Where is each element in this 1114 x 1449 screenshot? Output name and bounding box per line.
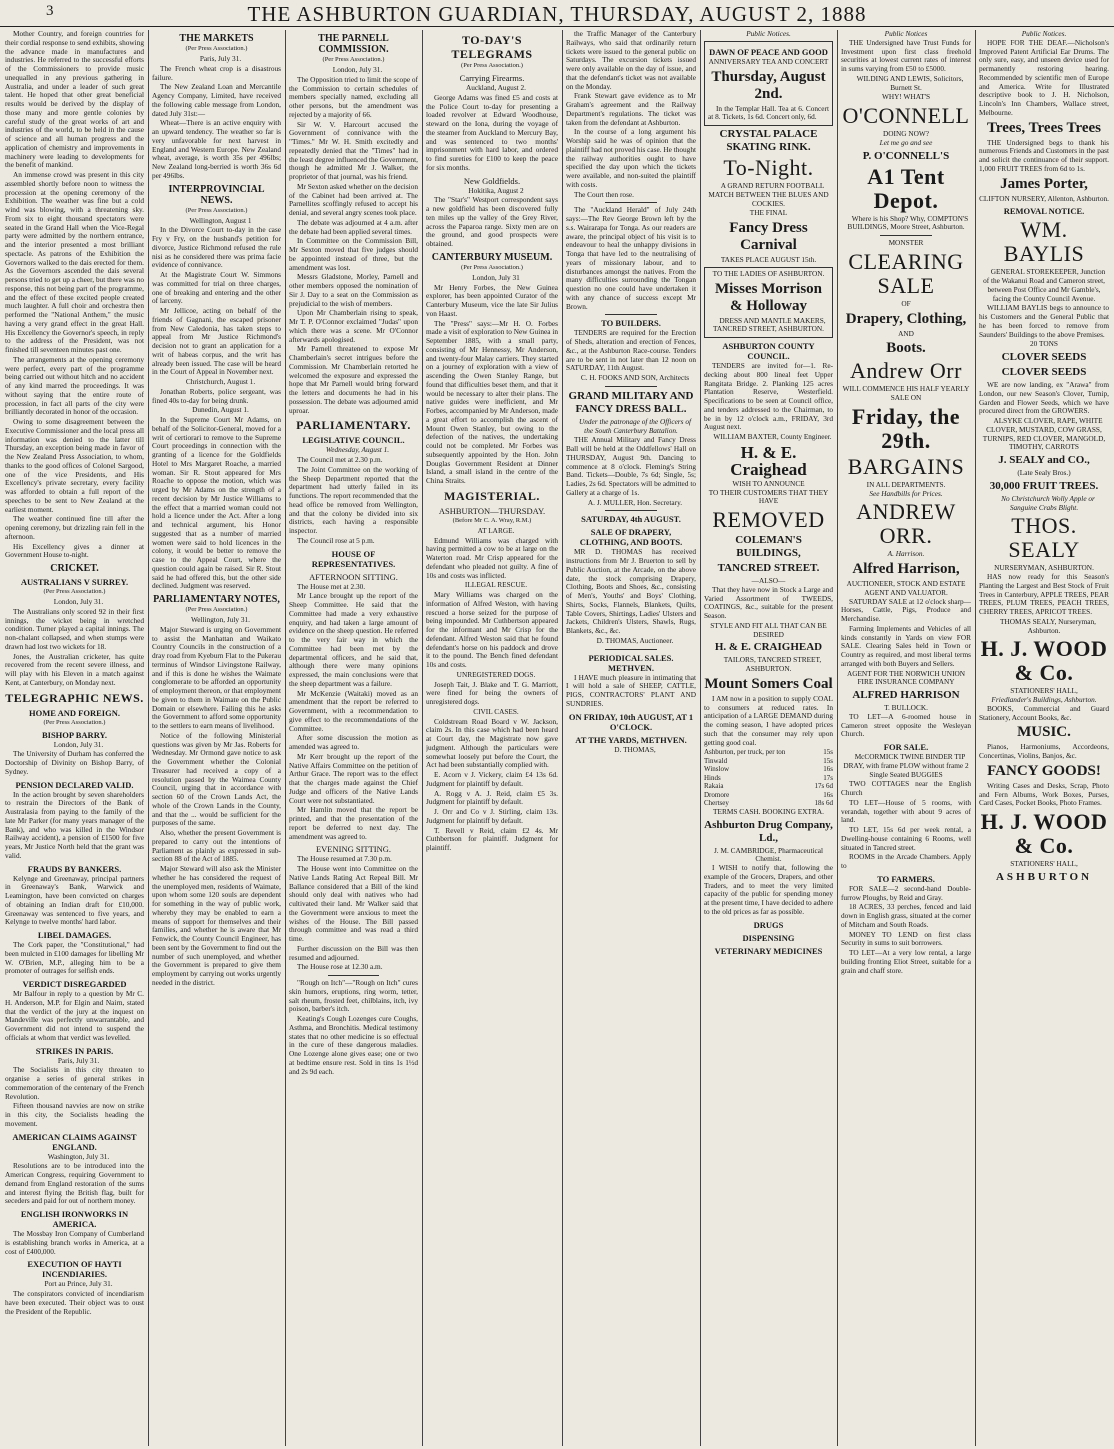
ad-heading: ASHBURTON	[995, 870, 1093, 883]
article-paragraph: T. Revell v Reid, claim £2 4s. Mr Cuthbertson for plaintiff. Judgment for plaintiff.	[426, 825, 558, 852]
advertiser-signature: THOMAS SEALY, Nurseryman, Ashburton.	[999, 616, 1097, 635]
dateline: Wellington, August 1	[189, 215, 252, 225]
ad-subheading: STATIONERS' HALL,	[1010, 686, 1078, 696]
advertisement	[704, 267, 833, 338]
masthead	[0, 0, 1114, 27]
article-paragraph: His Excellency gives a dinner at Government House to-night.	[5, 541, 144, 560]
advertiser-signature: WILLIAM BAXTER, County Engineer.	[713, 432, 832, 441]
article-paragraph: The French wheat crop is a disastrous failure.	[152, 63, 281, 82]
ad-subheading: NURSERYMAN, ASHBURTON.	[994, 563, 1094, 573]
column-8	[979, 30, 1109, 1446]
price-row: Hinds 17s	[704, 773, 833, 782]
case-heading: AT LARGE.	[477, 525, 515, 535]
advertisement-text: Where is his Shop? Why, COMPTON'S BUILDINGS, Moore Street, Ashburton.	[847, 213, 969, 232]
article-subheading: Carrying Firearms.	[459, 73, 525, 83]
ad-date: Thursday, August 2nd.	[711, 68, 826, 102]
advertisement-text: TENDERS are invited for—1. Re-decking about 800 lineal feet Upper Rangitata Bridge. 2. Planking 125 acres Plantation Reserve, Westerfield. Specifications to be seen at Council office, and tenders addressed to the Chairman, to be in by 12 o'clock a.m., FRIDAY, 3rd August next.	[704, 361, 833, 432]
press-association-credit: (Per Press Association.)	[185, 606, 248, 613]
column-rule	[148, 30, 149, 1446]
column-1	[5, 30, 144, 1446]
article-paragraph: Kelynge and Greenaway, principal partners in Greenaway's Bank, Warwick and Leamington, have been convicted on charges of obtaining an Indian draft for £10,000. Greenaway was sentenced to five years, and Kelynge to twelve months' hard labor.	[5, 873, 144, 927]
ad-subheading: OF	[901, 298, 911, 308]
ad-subheading: Friedlander's Buildings, Ashburton.	[991, 695, 1097, 704]
advertisement-text: TO LET, 15s 6d per week rental, a Dwelling-house containing 6 Rooms, well situated in Tancred street.	[841, 825, 971, 852]
ad-heading: ALFRED HARRISON	[852, 689, 960, 701]
ad-subheading: CLIFTON NURSERY, Allenton, Ashburton.	[979, 193, 1109, 203]
advertisement-text: Pianos, Harmoniums, Accordeons, Concertinas, Violins, Banjos, &c.	[979, 742, 1109, 760]
article-paragraph: At the Magistrate Court W. Simmons was committed for trial on three charges, one of breaking and entering and the other of larceny.	[152, 270, 281, 306]
article-paragraph: The Cork paper, the "Constitutional," had been mulcted in £100 damages for libelling Mr W. O'Brien, M.P., alleging him to be a promoter of outrages for selfish ends.	[5, 940, 144, 976]
advertisement-text: TO LET—A 6-roomed house in Cameron street opposite the Wesleyan Church.	[841, 711, 971, 739]
column-5	[566, 30, 696, 1446]
advertisement-text: Writing Cases and Desks, Scrap, Photo and Fern Albums, Work Boxes, Purses, Card Cases, Pocket Books, Photo Frames.	[979, 780, 1109, 808]
ad-heading: CLOVER SEEDS	[1001, 366, 1087, 378]
ad-heading: PERIODICAL SALES. METHVEN.	[588, 652, 674, 673]
article-paragraph: J. Orr and Co v J. Stirling, claim 13s. Judgment for plaintiff by default.	[426, 807, 558, 825]
ad-subheading: STATIONERS' HALL,	[1010, 859, 1078, 868]
ad-heading: REMOVED	[712, 507, 825, 532]
advertisement-text: TO LET—House of 5 rooms, with verandah, together with about 9 acres of land.	[841, 797, 971, 825]
ad-heading: SALE OF DRAPERY, CLOTHING, AND BOOTS.	[579, 527, 683, 548]
advertiser-signature: D. THOMAS,	[614, 744, 656, 754]
article-paragraph: Messrs Gladstone, Morley, Parnell and other members opposed the nomination of Sir J. Day to a seat on the Commission as prejudicial to the wish of members.	[289, 272, 418, 308]
ad-heading: DAWN OF PEACE AND GOOD	[709, 46, 828, 57]
article-subheading: PENSION DECLARED VALID.	[15, 779, 134, 790]
ad-subheading: DISPENSING	[742, 932, 795, 943]
article-paragraph: The Court then rose.	[574, 189, 634, 199]
article-paragraph: The Australians only scored 92 in their first innings, the wicket being in wretched condition. Turner played a capital innings. The non-chalant collapsed, and when stumps were drawn had lost two wickets for 18.	[5, 606, 144, 651]
section-heading: CANTERBURY MUSEUM.	[431, 251, 553, 263]
article-paragraph: Major Steward will also ask the Minister whether he has considered the request of the unemployed men, residents of Waimate, upon whom some 120 souls are dependent for something in the way of public work, whereby they may be enabled to earn a means of support for themselves and their families, and whether he is aware that Mr Fenwick, the County Council Engineer, has been sent by the Government to find out the number of such unemployed, and whether the Government is prepared to give them employment by carrying out works urgently needed in the district.	[152, 864, 281, 987]
ad-heading: MUSIC.	[1017, 724, 1071, 741]
advertisement-text: WE are now landing, ex "Arawa" from London, our new Season's Clover, Turnip, Garden and Flower Seeds, which we have procured direct from the GROWERS.	[979, 380, 1109, 416]
advertiser-signature: C. H. FOOKS AND SON, Architects	[580, 373, 690, 382]
price-row: Ashburton, per truck, per ton 15s	[704, 748, 833, 757]
ad-heading: O'CONNELL	[842, 103, 970, 128]
advertisement-text: THE Undersigned have Trust Funds for Investment upon first class freehold securities at lowest current rates of interest in sums varying from £50 to £5000.	[841, 37, 971, 73]
advertiser-signature: D. THOMAS, Auctioneer.	[596, 635, 674, 645]
ad-heading: H. & E. Craighead	[730, 442, 807, 479]
article-paragraph: Mr Parnell threatened to expose Mr Chamberlain's secret intrigues before the Commission. Mr Chamberlain retorted he welcomed the exposure and expressed the hope that Mr Parnell would bring forward the letters and documents he had in his possession. The debate was adjourned amid uproar.	[289, 344, 418, 415]
article-paragraph: Mr Balfour in reply to a question by Mr C. H. Anderson, M.P. for Elgin and Nairn, stated that the verdict of the jury at the inquest on Mandeville was perfectly unwarrantable, and Government did not intend to suspend the officials at whom that verdict was levelled.	[5, 989, 144, 1042]
advertisement-text: No Christchurch Wolly Apple or Sanguine Crabs Blight.	[1001, 493, 1095, 512]
advertisement-text: TENDERS are required for the Erection of Sheds, alteration and erection of Fences, &c., at the Ashburton Race-course. Tenders are to be sent in not later than 12 noon on SATURDAY, 11th August.	[566, 328, 696, 373]
article-paragraph: An immense crowd was present in this city assembled shortly before noon to witness the procession at the opening ceremony of the Exhibition. The weather was fine but a cold wind was blowing, with a threatening sky. From six to eight thousand spectators were seated in the Grand Hall when the Vice-Regal party were admitted by the northern entrance, and the interior presented a most brilliant spectacle. As patrons of the Exhibition the Governors walked to the dais erected for them. As the Governors ascended the dais several persons tried to get up a cheer, but there was no response, this not being part of the programme, and the effect of these excited people created much laughter. A full choir and orchestra then performed the "National Anthem," the music having a very grand effect in the great Hall. His Excellency the Governor's speech, in reply to the address of the President, was not finished till seventeen minutes past one.	[5, 170, 144, 354]
advertiser-signature: WILDING AND LEWIS, Solicitors, Burnett St.	[856, 73, 964, 92]
article-paragraph: Sir W. V. Harcourt accused the Government of connivance with the "Times." Mr W. H. Smith excitedly and repeatedly denied that the "Times" had in the least degree influenced the Government, though he admitted Mr J. Walker, the proprietor of that journal, was his friend.	[289, 119, 418, 181]
divider	[605, 649, 657, 650]
dateline: Paris, July 31.	[199, 54, 242, 63]
ad-heading: ASHBURTON COUNTY COUNCIL.	[722, 341, 815, 361]
ad-subheading: MONSTER	[888, 238, 924, 247]
article-paragraph: The House went into Committee on the Native Lands Rating Act Repeal Bill. Mr Ballance considered that a Bill of the kind should only deal with natives who had cultivated their land. Mr Walker said that the Government were anxious to meet the wishes of the House. The Bill passed through committee and was read a third time.	[289, 864, 418, 943]
article-subheading: VERDICT DISREGARDED	[22, 979, 127, 989]
press-association-credit: (Per Press Association.)	[185, 45, 248, 52]
column-rule	[975, 30, 976, 1446]
ad-subheading: A. Harrison.	[887, 549, 925, 559]
article-paragraph: Mr Lance brought up the report of the Sheep Committee. He said that the Committee had made a very exhaustive enquiry, and had taken a large amount of evidence on the sheep question. He referred to the very fair way in which the Committee had been met by the departmental officers, and he said that, although there were many opinions expressed, the main conclusions were that the sheep department was a failure.	[289, 591, 418, 688]
ad-subheading: ANNIVERSARY TEA AND CONCERT	[708, 56, 829, 66]
ad-subheading: WISH TO ANNOUNCE	[732, 478, 805, 488]
article-paragraph: Wheat—There is an active enquiry with an upward tendency. The weather so far is very unfavorable for next harvest in England and Western Europe. New Zealand wheat, average, is worth 35s per 496lbs; New Zealand long-berried is worth 36s 6d per 496lbs.	[152, 118, 281, 180]
page-number: 3	[46, 3, 54, 19]
article-paragraph: Mr Henry Forbes, the New Guinea explorer, has been appointed Curator of the Canterbury Museum, vice the late Sir Julius von Haast.	[426, 282, 558, 318]
ad-heading: Boots.	[886, 340, 926, 357]
article-paragraph: George Adams was fined £5 and costs at the Police Court to-day for presenting a loaded revolver at Edward Woodhouse, steward on the Iona, during the voyage of the steamer from Auckland to Mercury Bay, and was sentenced to two months' imprisonment with hard labor, and ordered to find sureties for £100 to keep the peace for six months.	[426, 92, 558, 172]
ad-subheading: Let me go and see	[879, 137, 933, 147]
article-paragraph: The "Press" says:—Mr H. O. Forbes made a visit of exploration to New Guinea in September 1885, with a small party, consisting of Mr Hennessy, Mr Anderson, and twenty-four Malay carriers. They started on a journey of exploration with a view of ascending the Owen Stanley Range, but found that difficulties beset them, and that it would be necessary to alter their plans. The native guides were inefficient, and Mr Forbes, accompanied by Mr Anderson, made a great effort to accomplish the ascent of Mount Owen Stanley, but owing to the defection of the natives, the undertaking could not be completed. Mr Forbes was subsequently appointed by the Hon. John Douglas Government Resident at Dinner Island, a small island in the centre of the China Straits.	[426, 318, 558, 485]
article-paragraph: Jones, the Australian cricketer, has quite recovered from the recent severe illness, and will play with his Eleven in a match against Kent, at Canterbury, on Monday next.	[5, 651, 144, 687]
advertisement-text: TO LET—At a very low rental, a large building fronting Eliot Street, suitable for a grain and chaff store.	[841, 948, 971, 975]
ad-date: TAKES PLACE AUGUST 15th.	[720, 255, 817, 264]
article-paragraph: Mr Jellicoe, acting on behalf of the friends of Gagnani, the escaped prisoner from New Caledonia, has taken steps to appeal from Mr Justice Richmond's decision not to grant an application for a writ of habeas corpus, and the writ has already been issued. The case will be heard in the Court of Appeal in November next.	[152, 306, 281, 377]
advertisement-text: GENERAL STOREKEEPER, Junction of the Wakanui Road and Cameron street, between Post Office and Mr Gamble's, facing the County Council Avenue.	[983, 267, 1106, 303]
ad-subheading: AUCTIONEER, STOCK AND ESTATE AGENT AND VALUATOR.	[846, 579, 966, 597]
ad-heading: Andrew Orr	[850, 358, 962, 384]
case-heading: CIVIL CASES.	[473, 706, 519, 716]
dateline: Auckland, August 2.	[466, 83, 526, 92]
ad-place: AT THE YARDS, METHVEN.	[575, 734, 687, 745]
ad-subheading: AGENT FOR THE NORWICH UNION FIRE INSURANCE COMPANY	[846, 668, 966, 687]
article-paragraph: Upon Mr Chamberlain rising to speak, Mr T. P. O'Connor exclaimed "Judas" upon which there was a scene. Mr O'Connor afterwards apologised.	[289, 308, 418, 344]
ad-subheading: IN ALL DEPARTMENTS.	[866, 479, 946, 489]
advertisement-text: I AM now in a position to supply COAL to consumers at reduced rates. In anticipation of a LARGE DEMAND during the coming season, I have adopted prices such that the consumer may rely upon getting good coal.	[704, 693, 833, 747]
dateline: Port au Prince, July 31.	[44, 1279, 113, 1289]
advertisement-text: TWO COTTAGES near the English Church	[841, 779, 971, 797]
section-heading: TO-DAY'S TELEGRAMS	[451, 33, 533, 61]
ad-heading: GRAND MILITARY AND FANCY DRESS BALL.	[568, 389, 694, 415]
article-paragraph: After some discussion the motion as amended was agreed to.	[289, 733, 418, 751]
article-paragraph: Coldstream Road Board v W. Jackson, claim 2s. In this case which had been heard at Court day, the Magistrate now gave judgment. Although the particulars were somewhat loosely put before the Court, the Act had been substantially complied with.	[426, 716, 558, 770]
ad-subheading: See Handbills for Prices.	[869, 488, 943, 498]
article-subheading: BISHOP BARRY.	[41, 729, 108, 740]
article-paragraph: Mr McKenzie (Waitaki) moved as an amendment that the report be referred to Government, with a recommendation to give effect to the recommendations of the Committee.	[289, 688, 418, 733]
ad-heading: FANCY GOODS!	[987, 762, 1101, 779]
advertisement-text: ALSYKE CLOVER, RAPE, WHITE CLOVER, MUSTARD, COW GRASS, TURNIPS, RED CLOVER, MANGOLD, TIMOTHY, CARROTS	[982, 416, 1106, 452]
advertisement-text: I WISH to notify that, following the example of the Grocers, Drapers, and other Traders, and to meet the very limited capacity of the public for spending money at the present time, I have decided to adhere to the old prices as far as possible.	[704, 863, 833, 916]
column-6	[704, 30, 833, 1446]
article-paragraph: In Committee on the Commission Bill, Mr Sexton moved that five judges should be appointed instead of three, but the amendment was lost.	[289, 236, 418, 272]
ad-subheading: STYLE AND FIT ALL THAT CAN BE DESIRED	[710, 620, 827, 639]
ad-subheading: REMOVAL NOTICE.	[1003, 206, 1085, 217]
article-paragraph: The "Star's" Westport correspondent says a new goldfield has been discovered fully ten miles up the valley of the Grey River, across the Paparoa range. Sixty men are on the ground, and good prospects were obtained.	[426, 195, 558, 248]
column-7	[841, 30, 971, 1446]
divider	[605, 386, 657, 387]
ad-subheading: TO FARMERS.	[877, 873, 935, 884]
article-paragraph: The conspirators convicted of incendiarism have been executed. Their object was to oust the President of the Republic.	[5, 1289, 144, 1316]
article-paragraph: Joseph Tait, J. Blake and T. G. Marriott, were fined for being the owners of unregistered dogs.	[426, 679, 558, 706]
advertisement-text: WILLIAM BAYLIS begs to announce to his Customers and the General Public that he has been forced to remove from Saunders' Buildings to the above Premises.	[979, 303, 1109, 339]
divider	[880, 235, 932, 236]
ad-heading: THOS. SEALY	[1008, 513, 1080, 563]
article-subheading: EVENING SITTING.	[315, 844, 392, 855]
advertisement-text: MR D. THOMAS has received instructions from Mr J. Bruerton to sell by Public Auction, at the Arcade, on the above date, the stock comprising Drapery, Clothing, Boots and Shoes, &c., consisting of Men's, Youths' and Boys' Clothing, Shirts, Socks, Flannels, Blankets, Quilts, Table Covers, Shirtings, Ladies' Ulsters and Jackets, Children's Ulsters, Shawls, Rugs, Blankets, &c., &c.	[566, 547, 696, 635]
section-label: Public Notices.	[746, 30, 791, 38]
article-paragraph: Further discussion on the Bill was then resumed and adjourned.	[289, 943, 418, 962]
ad-heading: A1 Tent Depot.	[867, 163, 945, 213]
newspaper-title: THE ASHBURTON GUARDIAN, THURSDAY, AUGUST 2, 1888	[247, 2, 867, 26]
advertisement-text: 18 ACRES, 33 perches, fenced and laid down in English grass, situated at the corner of Mitcham and South Roads.	[841, 902, 971, 929]
ad-heading: Fancy Dress Carnival	[729, 220, 808, 253]
section-heading: TELEGRAPHIC NEWS.	[5, 690, 144, 705]
ad-subheading: WILL COMMENCE HIS HALF YEARLY SALE ON	[842, 384, 970, 402]
ad-heading: CLEARING SALE	[848, 248, 964, 298]
article-paragraph: Notice of the following Ministerial questions was given by Mr Jas. Roberts for Wednesday. Mr Ormond gave notice to ask the Government whether the Colonial Treasurer had received a copy of a resolution passed by the Waimea County Council, urging that in accordance with section 60 of the Crown Lands Act, the whole of the Crown Lands in the County, and that the ... would be sufficient for the purposes of the same.	[152, 730, 281, 828]
advertisement-text: Keating's Cough Lozenges cure Coughs, Asthma, and Bronchitis. Medical testimony states that no other medicine is so effectual in the cure of these dangerous maladies. One Lozenge alone gives ease; one or two at bedtime ensure rest. Sold in tins 1s 1½d and 2s 9d each.	[289, 1014, 418, 1076]
column-2	[152, 30, 281, 1446]
article-paragraph: Resolutions are to be introduced into the American Congress, requiring Government to demand from England restoration of the sums and interest flying the British flag, built for seceders and paid for out of northern money.	[5, 1161, 144, 1206]
article-paragraph: The Joint Committee on the working of the Sheep Department reported that the department had utterly failed in its functions. The report recommended that the head office be removed from Wellington, and that the colony be divided into six districts, each having a responsible inspector.	[289, 464, 418, 535]
ad-heading: ANDREW ORR.	[856, 499, 956, 549]
article-paragraph: The Opposition tried to limit the scope of the Commission to certain schedules of members specially named, excluding all other persons, but the amendment was rejected by a majority of 66.	[289, 74, 418, 119]
advertisement-text: ROOMS in the Arcade Chambers. Apply to	[841, 852, 971, 870]
section-label: Public Notices	[884, 30, 928, 38]
ad-subheading: DRUGS	[753, 919, 784, 930]
article-paragraph: Major Steward is urging on Government to assist the Manhattan and Waikato Country Councils in the construction of a dray road from Kyeburn Flat to the Pukerau terminus of Windsor Livingstone Railway, and if this is done he wishes the Waimate conglomerate to be afforded an opportunity of employment thereon, or that employment be given to them in Waimate on the Public Domain or elsewhere. Failing this he asks the Government to afford some opportunity to the settlers to earn means of livelihood.	[152, 624, 281, 730]
article-paragraph: In the course of a long argument his Worship said he was of opinion that the plaintiff had not proved his case. He thought the railway authorities ought to have specified the day upon which the tickets were available, and non-suited the plaintiff with costs.	[566, 127, 696, 189]
article-paragraph: A. Rogg v A. J. Reid, claim £5 3s. Judgment for plaintiff by default.	[426, 788, 558, 807]
article-subheading: ENGLISH IRONWORKS IN AMERICA.	[20, 1209, 129, 1229]
ad-heading: SATURDAY, 4th AUGUST.	[581, 514, 681, 525]
ad-heading: Misses Morrison & Holloway	[714, 280, 823, 314]
dateline: Hokitika, August 2	[468, 185, 524, 195]
article-paragraph: The Socialists in this city threaten to organise a series of general strikes in commemoration of the centenary of the French Revolution.	[5, 1065, 144, 1101]
article-paragraph: The New Zealand Loan and Mercantile Agency Company, Limited, have received the following cable message from London, dated July 31st:—	[152, 82, 281, 118]
ad-date: ON FRIDAY, 10th AUGUST, AT 1 O'CLOCK.	[568, 711, 694, 732]
column-4	[426, 30, 558, 1446]
article-paragraph: The weather continued fine till after the opening ceremony, but drizzling rain fell in the afternoon.	[5, 514, 144, 541]
advertisement-text: In the Templar Hall. Tea at 6. Concert at 8. Tickets, 1s 6d. Concert only, 6d.	[708, 103, 829, 122]
article-paragraph: Frank Stewart gave evidence as to Mr Graham's agreement and the Railway Department's regulations. The ticket was taken from the defendant at Ashburton.	[566, 91, 696, 127]
article-paragraph: In the Divorce Court to-day in the case Fry v Fry, on the husband's petition for divorce, Justice Richmond refused the rule nisi as he considered there was prima facie evidence of connivance.	[152, 225, 281, 270]
divider	[605, 202, 657, 203]
ad-heading: P. O'CONNELL'S	[862, 149, 950, 162]
ad-subheading: VETERINARY MEDICINES	[714, 945, 823, 956]
dateline: Wellington, July 31.	[190, 615, 250, 624]
column-rule	[422, 30, 423, 1446]
ad-heading: Friday, the 29th.	[851, 403, 961, 453]
article-paragraph: Jonathan Roberts, police sergeant, was fined 40s to-day for being drunk.	[152, 386, 281, 405]
article-paragraph: The Mossbay Iron Company of Cumberland is establishing branch works in America, at a cost of £400,000.	[5, 1229, 144, 1256]
ad-heading: TANCRED STREET.	[717, 562, 820, 574]
ad-subheading: 20 TONS	[1030, 339, 1058, 349]
article-subheading: FRAUDS BY BANKERS.	[27, 863, 122, 874]
ad-heading: Mount Somers Coal	[704, 675, 833, 692]
divider	[605, 510, 657, 511]
section-heading: PARLIAMENTARY NOTES,	[153, 594, 280, 605]
advertisement-text: I HAVE much pleasure in intimating that I will hold a sale of SHEEP, CATTLE, PIGS, CONTRACTORS' PLANT AND SUNDRIES.	[566, 672, 696, 708]
dateline: London, July 31.	[332, 65, 383, 74]
press-association-credit: (Per Press Association.)	[461, 263, 523, 271]
advertisement-text: FOR SALE—2 second-hand Double-furrow Ploughs, by Reid and Gray.	[841, 883, 971, 902]
advertisement-text: TAILORS, TANCRED STREET, ASHBURTON.	[723, 655, 822, 673]
dateline: London, July 31	[472, 272, 520, 282]
advertisement-text: THE Undersigned begs to thank his numerous Friends and Customers in the past and solicit the continuance of their support. 1,000 FRUIT TREES from 6d to 1s.	[979, 137, 1109, 173]
article-paragraph: The "Auckland Herald" of July 24th says:—The Rev George Brown left by the s.s. Wairarapa for Tonga. As our readers are aware, the principal object of his visit is to endeavour to heal the unhappy divisions in Tonga that have led to the neutralising of years of missionary labour, and to disturbances amongst the natives. From the many difficulties surrounding the Tongan question no one could have undertaken it with any chance of success except Mr Brown.	[566, 205, 696, 311]
ad-heading: Trees, Trees Trees	[986, 119, 1101, 136]
article-subheading: EXECUTION OF HAYTI INCENDIARIES.	[27, 1259, 122, 1280]
ad-heading: To-Night.	[723, 155, 814, 180]
ad-heading: CLOVER SEEDS	[1001, 351, 1087, 363]
ad-heading: WM. BAYLIS	[1003, 217, 1085, 267]
ad-subheading: TO THEIR CUSTOMERS THAT THEY HAVE	[708, 487, 829, 506]
advertisement-text: McCORMICK TWINE BINDER TIP DRAY, with frame PLOW without frame 2 Single Seated BUGGIES	[843, 752, 969, 779]
ad-heading: TO BUILDERS.	[601, 318, 661, 329]
ad-subheading: WHY! WHAT'S	[882, 92, 930, 102]
article-paragraph: the Traffic Manager of the Canterbury Railways, who said that ordinarily return tickets were issued to the general public on Saturdays. The excursion tickets issued were only available on the day of issue, and that the defendant's ticket was not available on the Monday.	[566, 30, 696, 91]
advertisement-text: BOOKS, Commercial and Guard Stationery, Account Books, &c.	[979, 703, 1109, 722]
dateline: Dunedin, August 1.	[192, 405, 249, 415]
advertisement-text: DRESS AND MANTLE MAKERS, TANCRED STREET, ASHBURTON.	[712, 315, 826, 334]
article-paragraph: The Council rose at 5 p.m.	[297, 535, 375, 545]
advertisement-text: SATURDAY SALE at 12 o'clock sharp—Horses, Cattle, Pigs, Produce and Merchandise.	[841, 596, 971, 623]
ad-subheading: (Late Sealy Bros.)	[1017, 468, 1071, 477]
press-association-credit: (Per Press Association.)	[43, 718, 106, 726]
price-row: Winslow 16s	[704, 765, 833, 774]
ad-heading: H. J. WOOD & Co.	[980, 636, 1108, 686]
article-paragraph: The House rose at 12.30 a.m.	[297, 962, 383, 972]
article-subheading: New Goldfields.	[463, 175, 521, 186]
divider	[328, 975, 380, 976]
ad-subheading: TERMS CASH. BOOKING EXTRA.	[713, 806, 824, 816]
article-subheading: HOUSE OF REPRESENTATIVES.	[311, 548, 396, 569]
article-paragraph: The debate was adjourned at 4 a.m. after the debate had been applied several times.	[289, 217, 418, 236]
advertisement-text: THE Annual Military and Fancy Dress Ball will be held at the Oddfellows' Hall on THURSDAY, August 9th. Dancing to commence at 8 o'clock. Fleming's String Band. Tickets—Double, 7s 6d; Single, 5s; Ladies, 2s 6d. Spectators will be admitted to Gallery at a charge of 1s.	[566, 435, 696, 497]
section-heading: INTERPROVINCIAL NEWS.	[168, 183, 265, 206]
section-label: Public Notices.	[1021, 30, 1067, 38]
ad-subheading: FOR SALE.	[883, 742, 929, 752]
advertiser-signature: T. BULLOCK.	[884, 703, 928, 712]
price-row: Rakaia 17s 6d	[704, 782, 833, 791]
ad-heading: Drapery, Clothing,	[845, 310, 967, 327]
ad-subheading: TO THE LADIES OF ASHBURTON.	[712, 268, 825, 278]
ad-heading: Alfred Harrison,	[852, 561, 960, 577]
article-paragraph: The House met at 2.30.	[297, 581, 366, 591]
advertisement-text: "Rough on Itch"—"Rough on Itch" cures skin humors, eruptions, ring worm, tetter, salt rheum, frosted feet, chilblains, itch, ivy poison, barber's itch.	[289, 978, 418, 1014]
ad-heading: J. SEALY and CO.,	[998, 454, 1090, 466]
case-heading: ILLEGAL RESCUE.	[464, 580, 528, 590]
advertisement-text: That they have now in Stock a Large and Varied Assortment of TWEEDS, COATINGS, &c., suitable for the present Season.	[704, 584, 833, 620]
price-row: Dromore 16s	[704, 790, 833, 799]
article-paragraph: E. Acorn v J. Vickery, claim £4 13s 6d. Judgment for plaintiff by default.	[426, 770, 558, 788]
article-paragraph: In the Supreme Court Mr Adams, on behalf of the Solicitor-General, moved for a writ of certiorari to remove to the Supreme Court proceedings in connection with the granting of a licence for the Goldfields Hotel to Mrs Margaret Roache, a married woman. Sir R. Stout appeared for Mrs Roache to oppose the motion, which was urged by Mr Adams on the strength of a recent decision by Mr Justice Williams to the effect that a married woman could not hold a licence under the Act. After a long and technical argument, his Honor suggested that as a number of married women were said to hold licences in the colony, it would be better to remove the case to the Appeal Court, where the question could again be raised. Sir R. Stout said he had offered this, but the other side declined. Judgment was reserved.	[152, 415, 281, 591]
ad-heading: BARGAINS	[847, 453, 965, 479]
article-subheading: AMERICAN CLAIMS AGAINST ENGLAND.	[12, 1131, 137, 1152]
article-subheading: HOME AND FOREIGN.	[29, 707, 120, 718]
article-subheading: AFTERNOON SITTING.	[309, 571, 398, 582]
column-rule	[562, 30, 563, 1446]
section-heading: THE PARNELL COMMISSION.	[318, 33, 389, 55]
article-subheading: LEGISLATIVE COUNCIL.	[302, 435, 405, 446]
article-paragraph: Mr Kerr brought up the report of the Native Affairs Committee on the petition of Arthur Grace. The report was to the effect that the charges made against the Chief Judge and officers of the Native Lands Court were not substantiated.	[289, 751, 418, 805]
article-paragraph: Mary Williams was charged on the information of Alfred Weston, with having rescued a horse seized for the purpose of being impounded. Mr Cuthbertson appeared for the informant and Mr Crisp for the defendant. Alfred Weston said that he found defendant's horse on his paddock and drove it to the pound. The Bench fined defendant 10s and costs.	[426, 590, 558, 669]
article-paragraph: Edmund Williams was charged with having permitted a cow to be at large on the Waterton road. Mr Crisp appeared for the defendant who pleaded not guilty. A fine of 10s and costs was inflicted.	[426, 535, 558, 580]
advertisement-text: A GRAND RETURN FOOTBALL MATCH BETWEEN THE BLUES AND COCKIES.	[708, 181, 829, 208]
article-subheading: STRIKES IN PARIS.	[35, 1045, 114, 1056]
article-paragraph: In the action brought by seven shareholders to restrain the Directors of the Bank of Australasia from paying to the family of the late Mr Parker (for many years manager of the Bank), and who was killed in the Windsor Railway accident), a pension of £1500 for five years, Mr Justice North held that the grant was valid.	[5, 789, 144, 860]
article-subheading: LIBEL DAMAGES.	[37, 930, 112, 940]
dateline: Washington, July 31.	[47, 1151, 110, 1161]
ad-heading: James Porter,	[1000, 175, 1088, 192]
column-rule	[285, 30, 286, 1446]
ad-heading: COLEMAN'S BUILDINGS,	[735, 534, 802, 559]
divider	[605, 314, 657, 315]
ad-subheading: —ALSO—	[751, 576, 786, 585]
article-paragraph: The Council met at 2.30 p.m.	[297, 455, 383, 464]
ad-heading: H. J. WOOD & Co.	[980, 809, 1108, 858]
column-rule	[700, 30, 701, 1446]
advertisement-text: MONEY TO LEND on first class Security in sums to suit borrowers.	[841, 929, 971, 948]
magistrate-credit: (Before Mr C. A. Wray, R.M.)	[452, 516, 532, 524]
section-heading: CRICKET.	[50, 563, 99, 574]
advertisement	[704, 41, 833, 126]
dateline: Wednesday, August 1.	[325, 445, 390, 455]
advertisement-text: HOPE FOR THE DEAF.—Nicholson's Improved Patent Artificial Ear Drums. The only sure, easy, and unseen device used for permanently restoring hearing. Recommended by scientific men of Europe and America. Write for Illustrated descriptive book to J. H. Nicholson, Lincoln's Inn Chambers, Wallace street, Melbourne.	[979, 37, 1109, 117]
article-paragraph: Fifteen thousand navvies are now on strike in this city, the Socialists heading the movement.	[5, 1101, 144, 1128]
article-paragraph: Owing to some disagreement between the Executive Commissioner and the local press all information was denied to the latter till Thursday, an exception being made in favor of the New Zealand Press Association, to whom, thanks to the good offices of Colonel Sargood, one of the vice Presidents, and His Excellency's private secretary, every facility was afforded to obtain a full report of the speeches to be sent to New Zealand at the earliest moment.	[5, 417, 144, 514]
ad-heading: 30,000 FRUIT TREES.	[989, 479, 1099, 492]
dateline: Christchurch, August 1.	[185, 377, 256, 386]
ad-subheading: J. M. CAMBRIDGE, Pharmaceutical Chemist.	[713, 845, 824, 864]
advertiser-signature: A. J. MULLER, Hon. Secretary.	[587, 497, 683, 507]
press-association-credit: (Per Press Association.)	[461, 62, 523, 69]
dateline: Paris, July 31.	[57, 1055, 100, 1065]
article-subheading: AUSTRALIANS V SURREY.	[20, 577, 129, 587]
press-association-credit: (Per Press Association.)	[185, 206, 248, 214]
ad-subheading: THE FINAL	[749, 208, 788, 218]
article-paragraph: The University of Durham has conferred the Doctorship of Divinity on Bishop Barry, of Sydney.	[5, 749, 144, 776]
section-heading: PARLIAMENTARY.	[296, 418, 411, 433]
section-heading: THE MARKETS	[179, 33, 254, 44]
ad-subheading: Under the patronage of the Officers of the South Canterbury Battalion.	[578, 416, 691, 435]
column-3	[289, 30, 418, 1446]
press-association-credit: (Per Press Association.)	[43, 588, 106, 595]
case-heading: UNREGISTERED DOGS.	[456, 669, 536, 679]
section-heading: MAGISTERIAL.	[444, 488, 540, 503]
article-paragraph: Mr Sexton asked whether on the decision of the Cabinet had been arrived at. The Parnellites scoffingly refused to accept his denial, and several angry scenes took place.	[289, 181, 418, 217]
dateline: ASHBURTON—THURSDAY.	[438, 505, 546, 516]
dateline: London, July 31.	[53, 597, 104, 606]
press-association-credit: (Per Press Association.)	[322, 56, 385, 63]
dateline: London, July 31.	[53, 739, 104, 749]
ad-subheading: DOING NOW?	[883, 129, 929, 138]
article-paragraph: Also, whether the present Government is prepared to carry out the intentions of Parliament as plainly as expressed in sub-section 88 of the Act of 1885.	[152, 828, 281, 864]
article-paragraph: The arrangements at the opening ceremony were perfect, every part of the programme being carried out without hitch and no accident of any kind marred the proceedings. It was without saying that the entire route of procession, in fact all parts of the city were brilliantly decorated in honor of the occasion.	[5, 354, 144, 417]
advertisement-text: Farming Implements and Vehicles of all kinds constantly in Yards on view FOR SALE. Clearing Sales held in Town or Country as required, and most liberal terms arranged with both Buyers and Sellers.	[841, 623, 971, 668]
article-paragraph: The House resumed at 7.30 p.m.	[297, 854, 392, 864]
article-paragraph: Mr Hamlin moved that the report be printed, and that the presentation of the report be deferred to next day. The amendment was agreed to.	[289, 805, 418, 841]
price-row: Chertsey 18s 6d	[704, 799, 833, 808]
ad-heading: Ashburton Drug Company, Ld.,	[704, 818, 833, 844]
ad-heading: H. & E. CRAIGHEAD	[714, 641, 823, 654]
price-row: Tinwald 15s	[704, 756, 833, 765]
ad-subheading: AND	[898, 328, 914, 338]
advertisement-text: HAS now ready for this Season's Planting the Largest and Best Stock of Fruit Trees in Canterbury, APPLE TREES, PEAR TREES, PLUM TREES, PEACH TREES, CHERRY TREES, APRICOT TREES.	[979, 572, 1109, 616]
column-rule	[837, 30, 838, 1446]
ad-heading: CRYSTAL PALACE SKATING RINK.	[719, 128, 818, 153]
article-paragraph: Mother Country, and foreign countries for their cordial response to send exhibits, showing the advance made in manufactures and industries. He referred to the successful efforts of the Commissioners to provide music unequalled in any previous gathering in Australia, and under a leader of such great talent. He hoped that other great beneficial results would be derived by the display of those many and more gentle colonies by careful study of the great works of art and industries of the world, to be held in the cause of science and all human progress and the application of chemistry and improvements in machinery were leading to developments for the benefit of mankind.	[5, 30, 144, 170]
